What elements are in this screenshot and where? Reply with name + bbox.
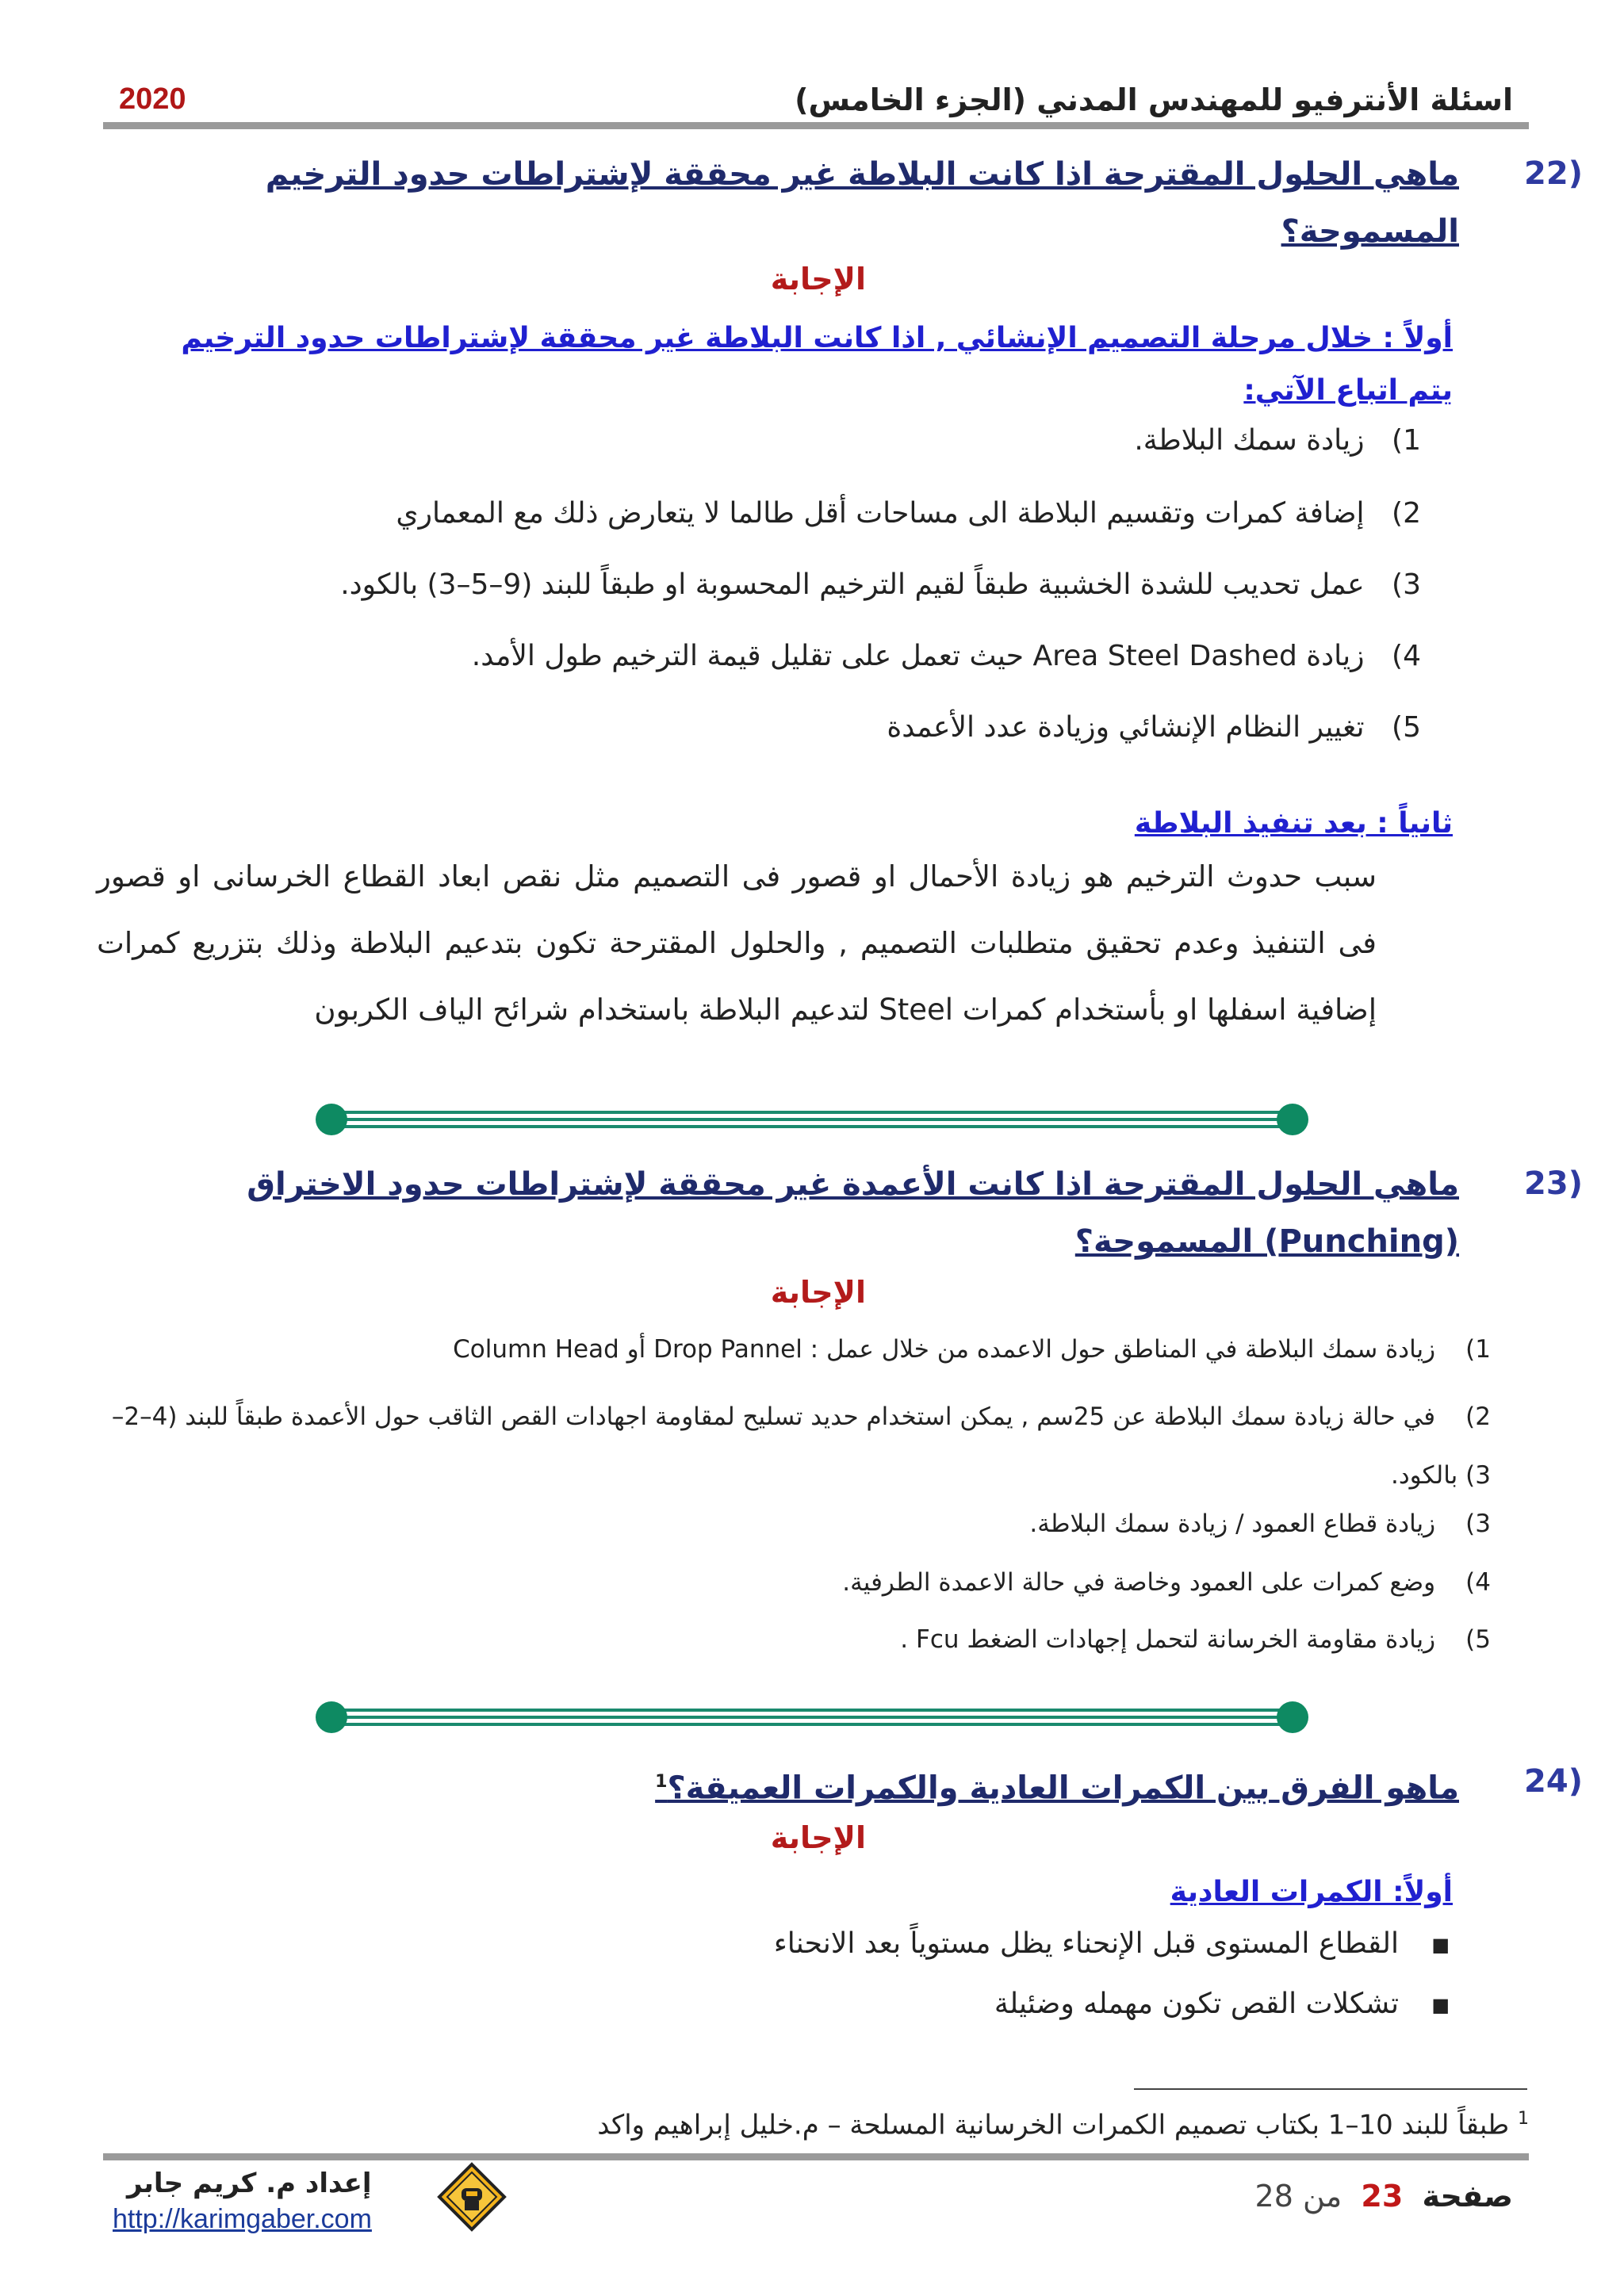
footer-rule (103, 2153, 1529, 2160)
footer-author: إعداد م. كريم جابر (127, 2168, 372, 2199)
footnote: $^1$ طبقاً للبند 10–1 بكتاب تصميم الكمرات الخرسانية المسلحة – م.خليل إبراهيم واكد (597, 2109, 1529, 2141)
question-22-item-5: 5) تغيير النظام الإنشائي وزيادة عدد الأعمدة (887, 711, 1421, 744)
question-24-number: 24) (1524, 1763, 1583, 1800)
divider-dot-icon (316, 1104, 347, 1135)
question-23-number: 23) (1524, 1165, 1583, 1202)
section-divider (316, 1102, 1308, 1137)
question-22-number: 22) (1524, 155, 1583, 192)
question-23-item-4: 4) وضع كمرات على العمود وخاصة في حالة الاعمدة الطرفية. (842, 1568, 1491, 1597)
question-23-item-1: 1) زيادة سمك البلاطة في المناطق حول الاعمده من خلال عمل : Drop Pannel أو Column Head (453, 1335, 1491, 1364)
question-24-text: ماهو الفرق بين الكمرات العادية والكمرات العميقة؟$^1$ (655, 1770, 1459, 1807)
question-24-bullet-2: ■تشكلات القص تكون مهمله وضئيلة (994, 1984, 1450, 2026)
author-logo-icon (436, 2161, 508, 2233)
divider-dot-icon (316, 1701, 347, 1733)
header-rule (103, 122, 1529, 129)
question-22-section-2-title: ثانياً : بعد تنفيذ البلاطة (1134, 807, 1453, 840)
footnote-reference: 1 (655, 1772, 668, 1792)
footer-page-number: صفحة 23 من 28 (1254, 2179, 1513, 2214)
square-bullet-icon: ■ (1431, 1934, 1450, 1956)
section-divider (316, 1700, 1308, 1735)
question-23-item-5: 5) زيادة مقاومة الخرسانة لتحمل إجهادات الضغط Fcu . (900, 1625, 1491, 1654)
document-header-title: اسئلة الأنترفيو للمهندس المدني (الجزء الخامس) (795, 82, 1513, 117)
question-24-answer-label: الإجابة (770, 1820, 866, 1855)
question-24-section-1-title: أولاً: الكمرات العادية (1170, 1876, 1453, 1908)
question-22-item-1: 1) زيادة سمك البلاطة. (1134, 424, 1421, 457)
footnote-number: 1 (1518, 2109, 1529, 2129)
question-23-item-2: 2) في حالة زيادة سمك البلاطة عن 25سم , يمكن استخدام حديد تسليح لمقاومة اجهادات القص الثاقب حول الأعمدة طبقاً للبند (4–2–3) بالكود. (111, 1402, 1491, 1490)
question-23-item-3: 3) زيادة قطاع العمود / زيادة سمك البلاطة. (1029, 1510, 1491, 1538)
question-24-bullet-1: ■القطاع المستوى قبل الإنحناء يظل مستوياً بعد الانحناء (774, 1923, 1450, 1965)
question-22-section-2-text: سبب حدوث الترخيم هو زيادة الأحمال او قصور فى التصميم مثل نقص ابعاد القطاع الخرسانى او قصور فى التنفيذ وعدم تحقيق متطلبات التصميم , والحلول المقترحة تكون بتدعيم البلاطة وذلك بتزريع كمرات إضافية اسفلها او بأستخدام كمرات Steel لتدعيم البلاطة باستخدام شرائح الياف الكربون (97, 859, 1377, 1027)
question-23-text: ماهي الحلول المقترحة اذا كانت الأعمدة غير محققة لإشتراطات حدود الاختراق (Punching) المسموحة؟ (247, 1166, 1459, 1260)
document-header-year: 2020 (119, 82, 186, 116)
divider-dot-icon (1277, 1701, 1308, 1733)
divider-dot-icon (1277, 1104, 1308, 1135)
question-22-item-4: 4) زيادة Area Steel Dashed حيث تعمل على تقليل قيمة الترخيم طول الأمد. (471, 640, 1421, 672)
footnote-rule (1134, 2088, 1527, 2090)
question-22-answer-label: الإجابة (770, 262, 866, 297)
question-22-item-2: 2) إضافة كمرات وتقسيم البلاطة الى مساحات أقل طالما لا يتعارض ذلك مع المعماري (396, 497, 1421, 530)
question-22-item-3: 3) عمل تحديب للشدة الخشبية طبقاً لقيم الترخيم المحسوبة او طبقاً للبند (9–5–3) بالكود. (340, 568, 1421, 601)
question-23-answer-label: الإجابة (770, 1275, 866, 1310)
footer-website-link[interactable]: http://karimgaber.com (113, 2204, 372, 2234)
question-22-section-1-title: أولاً : خلال مرحلة التصميم الإنشائي , اذا كانت البلاطة غير محققة لإشتراطات حدود الترخيم يتم اتباع الآتي: (181, 322, 1453, 407)
square-bullet-icon: ■ (1431, 1994, 1450, 2016)
question-22-text: ماهي الحلول المقترحة اذا كانت البلاطة غير محققة لإشتراطات حدود الترخيم المسموحة؟ (265, 156, 1459, 250)
